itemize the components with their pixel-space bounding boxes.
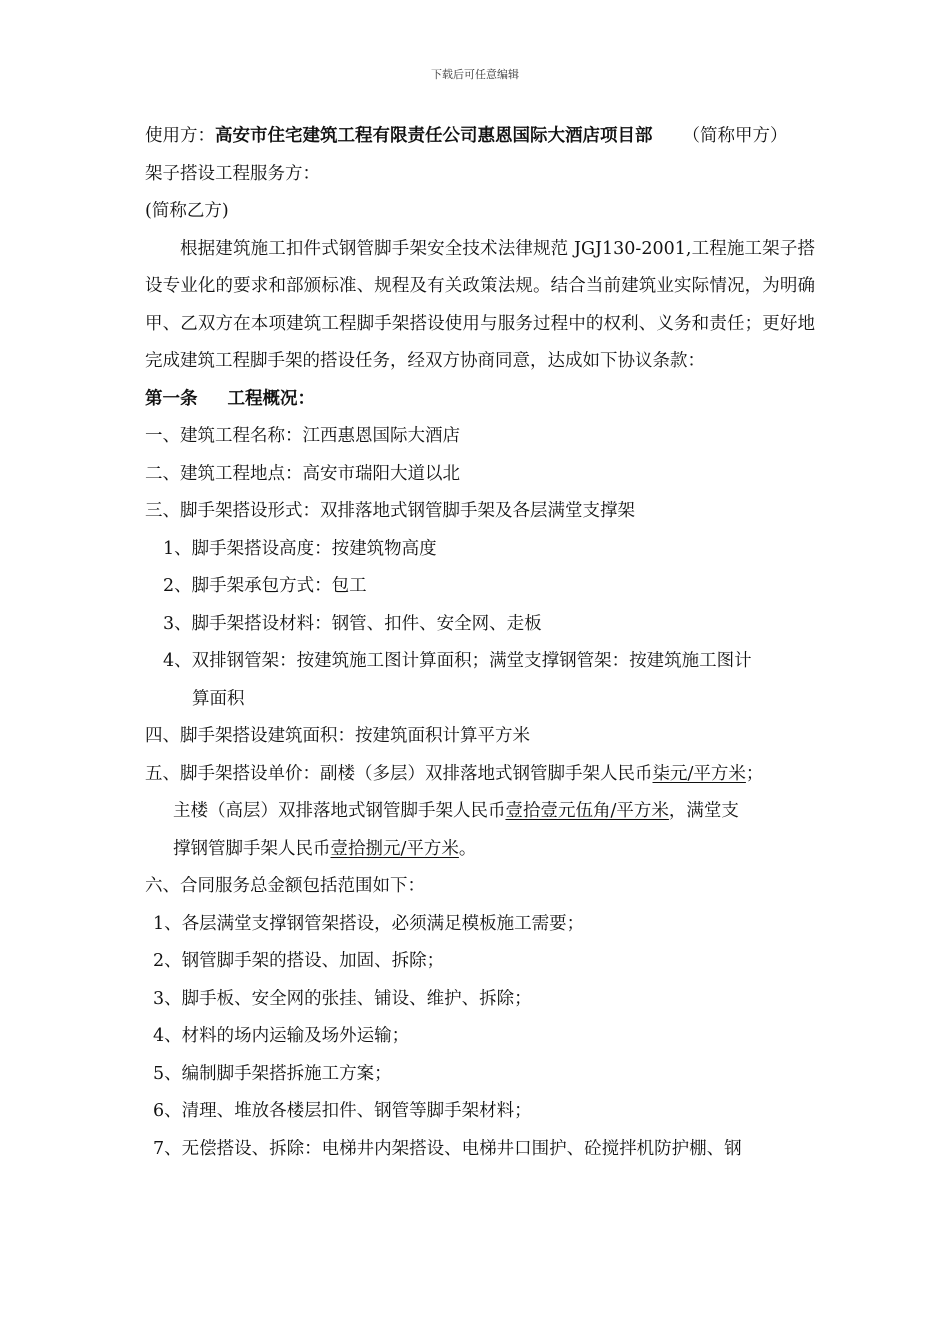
scaffold-material-item: 3、脚手架搭设材料：钢管、扣件、安全网、走板 bbox=[163, 613, 542, 634]
building-area-item: 四、脚手架搭设建筑面积：按建筑面积计算平方米 bbox=[145, 726, 530, 746]
scope-item: 3、脚手板、安全网的张挂、铺设、维护、拆除； bbox=[153, 988, 532, 1009]
party-a-label: 使用方： bbox=[145, 126, 215, 146]
unit-price-main-label: 主楼（高层）双排落地式钢管脚手架人民币 bbox=[173, 801, 506, 821]
party-a-abbr: （简称甲方） bbox=[682, 126, 788, 146]
party-a-name: 高安市住宅建筑工程有限责任公司惠恩国际大酒店项目部 bbox=[215, 126, 653, 146]
scope-item: 6、清理、堆放各楼层扣件、钢管等脚手架材料； bbox=[153, 1101, 532, 1121]
scope-item: 4、材料的场内运输及场外运输； bbox=[153, 1026, 410, 1046]
project-location-item: 二、建筑工程地点：高安市瑞阳大道以北 bbox=[145, 463, 460, 484]
unit-price-item-cont2 bbox=[145, 831, 815, 869]
page-header: 下载后可任意编辑 bbox=[431, 68, 519, 81]
price-main: 壹拾壹元伍角/平方米 bbox=[505, 801, 669, 821]
party-b-abbr: (简称乙方) bbox=[145, 201, 229, 221]
scope-item: 2、钢管脚手架的搭设、加固、拆除； bbox=[153, 951, 445, 971]
area-calc-item: 4、双排钢管架：按建筑施工图计算面积；满堂支撑钢管架：按建筑施工图计 bbox=[163, 651, 752, 671]
area-calc-item-cont: 算面积 bbox=[192, 688, 245, 709]
party-b-label: 架子搭设工程服务方： bbox=[145, 163, 320, 184]
scaffold-form-item: 三、脚手架搭设形式：双排落地式钢管脚手架及各层满堂支撑架 bbox=[145, 501, 635, 521]
scaffold-height-item: 1、脚手架搭设高度：按建筑物高度 bbox=[163, 538, 437, 559]
price-support: 壹拾捌元/平方米 bbox=[330, 838, 459, 859]
unit-price-support-label: 撑钢管脚手架人民币 bbox=[173, 838, 331, 859]
article1-title bbox=[145, 381, 815, 419]
unit-price-item bbox=[145, 756, 815, 794]
party-a-line bbox=[145, 118, 815, 156]
contract-mode-item: 2、脚手架承包方式：包工 bbox=[163, 576, 367, 596]
price-annex: 柒元/平方米 bbox=[652, 763, 746, 784]
unit-price-item-cont1 bbox=[145, 793, 815, 831]
price-end: 。 bbox=[458, 838, 477, 859]
project-name-item: 一、建筑工程名称：江西惠恩国际大酒店 bbox=[145, 426, 460, 446]
scope-item: 1、各层满堂支撑钢管架搭设，必须满足模板施工需要； bbox=[153, 913, 585, 934]
price-sep-1: ； bbox=[745, 763, 764, 784]
unit-price-prefix: 五、脚手架搭设单价：副楼（多层）双排落地式钢管脚手架人民币 bbox=[145, 763, 653, 784]
scope-item: 7、无偿搭设、拆除：电梯井内架搭设、电梯井口围护、砼搅拌机防护棚、钢 bbox=[153, 1138, 742, 1159]
article1-heading: 工程概况： bbox=[227, 388, 315, 409]
price-sep-2: ，满堂支 bbox=[668, 801, 739, 821]
article1-number: 第一条 bbox=[145, 388, 198, 409]
intro-paragraph: 根据建筑施工扣件式钢管脚手架安全技术法律规范 JGJ130-2001,工程施工架子搭设专业化的要求和部颁标准、规程及有关政策法规。结合当前建筑业实际情况，为明确甲、乙双方在本项建筑工程脚手架搭设使用与服务过程中的权利、义务和责任；更好地完成建筑工程脚手架的搭设任务，经双方协商同意，达成如下协议条款： bbox=[145, 238, 815, 371]
scope-item: 5、编制脚手架搭拆施工方案； bbox=[153, 1063, 392, 1084]
service-scope-heading: 六、合同服务总金额包括范围如下： bbox=[145, 876, 425, 896]
contract-body bbox=[145, 118, 815, 1168]
